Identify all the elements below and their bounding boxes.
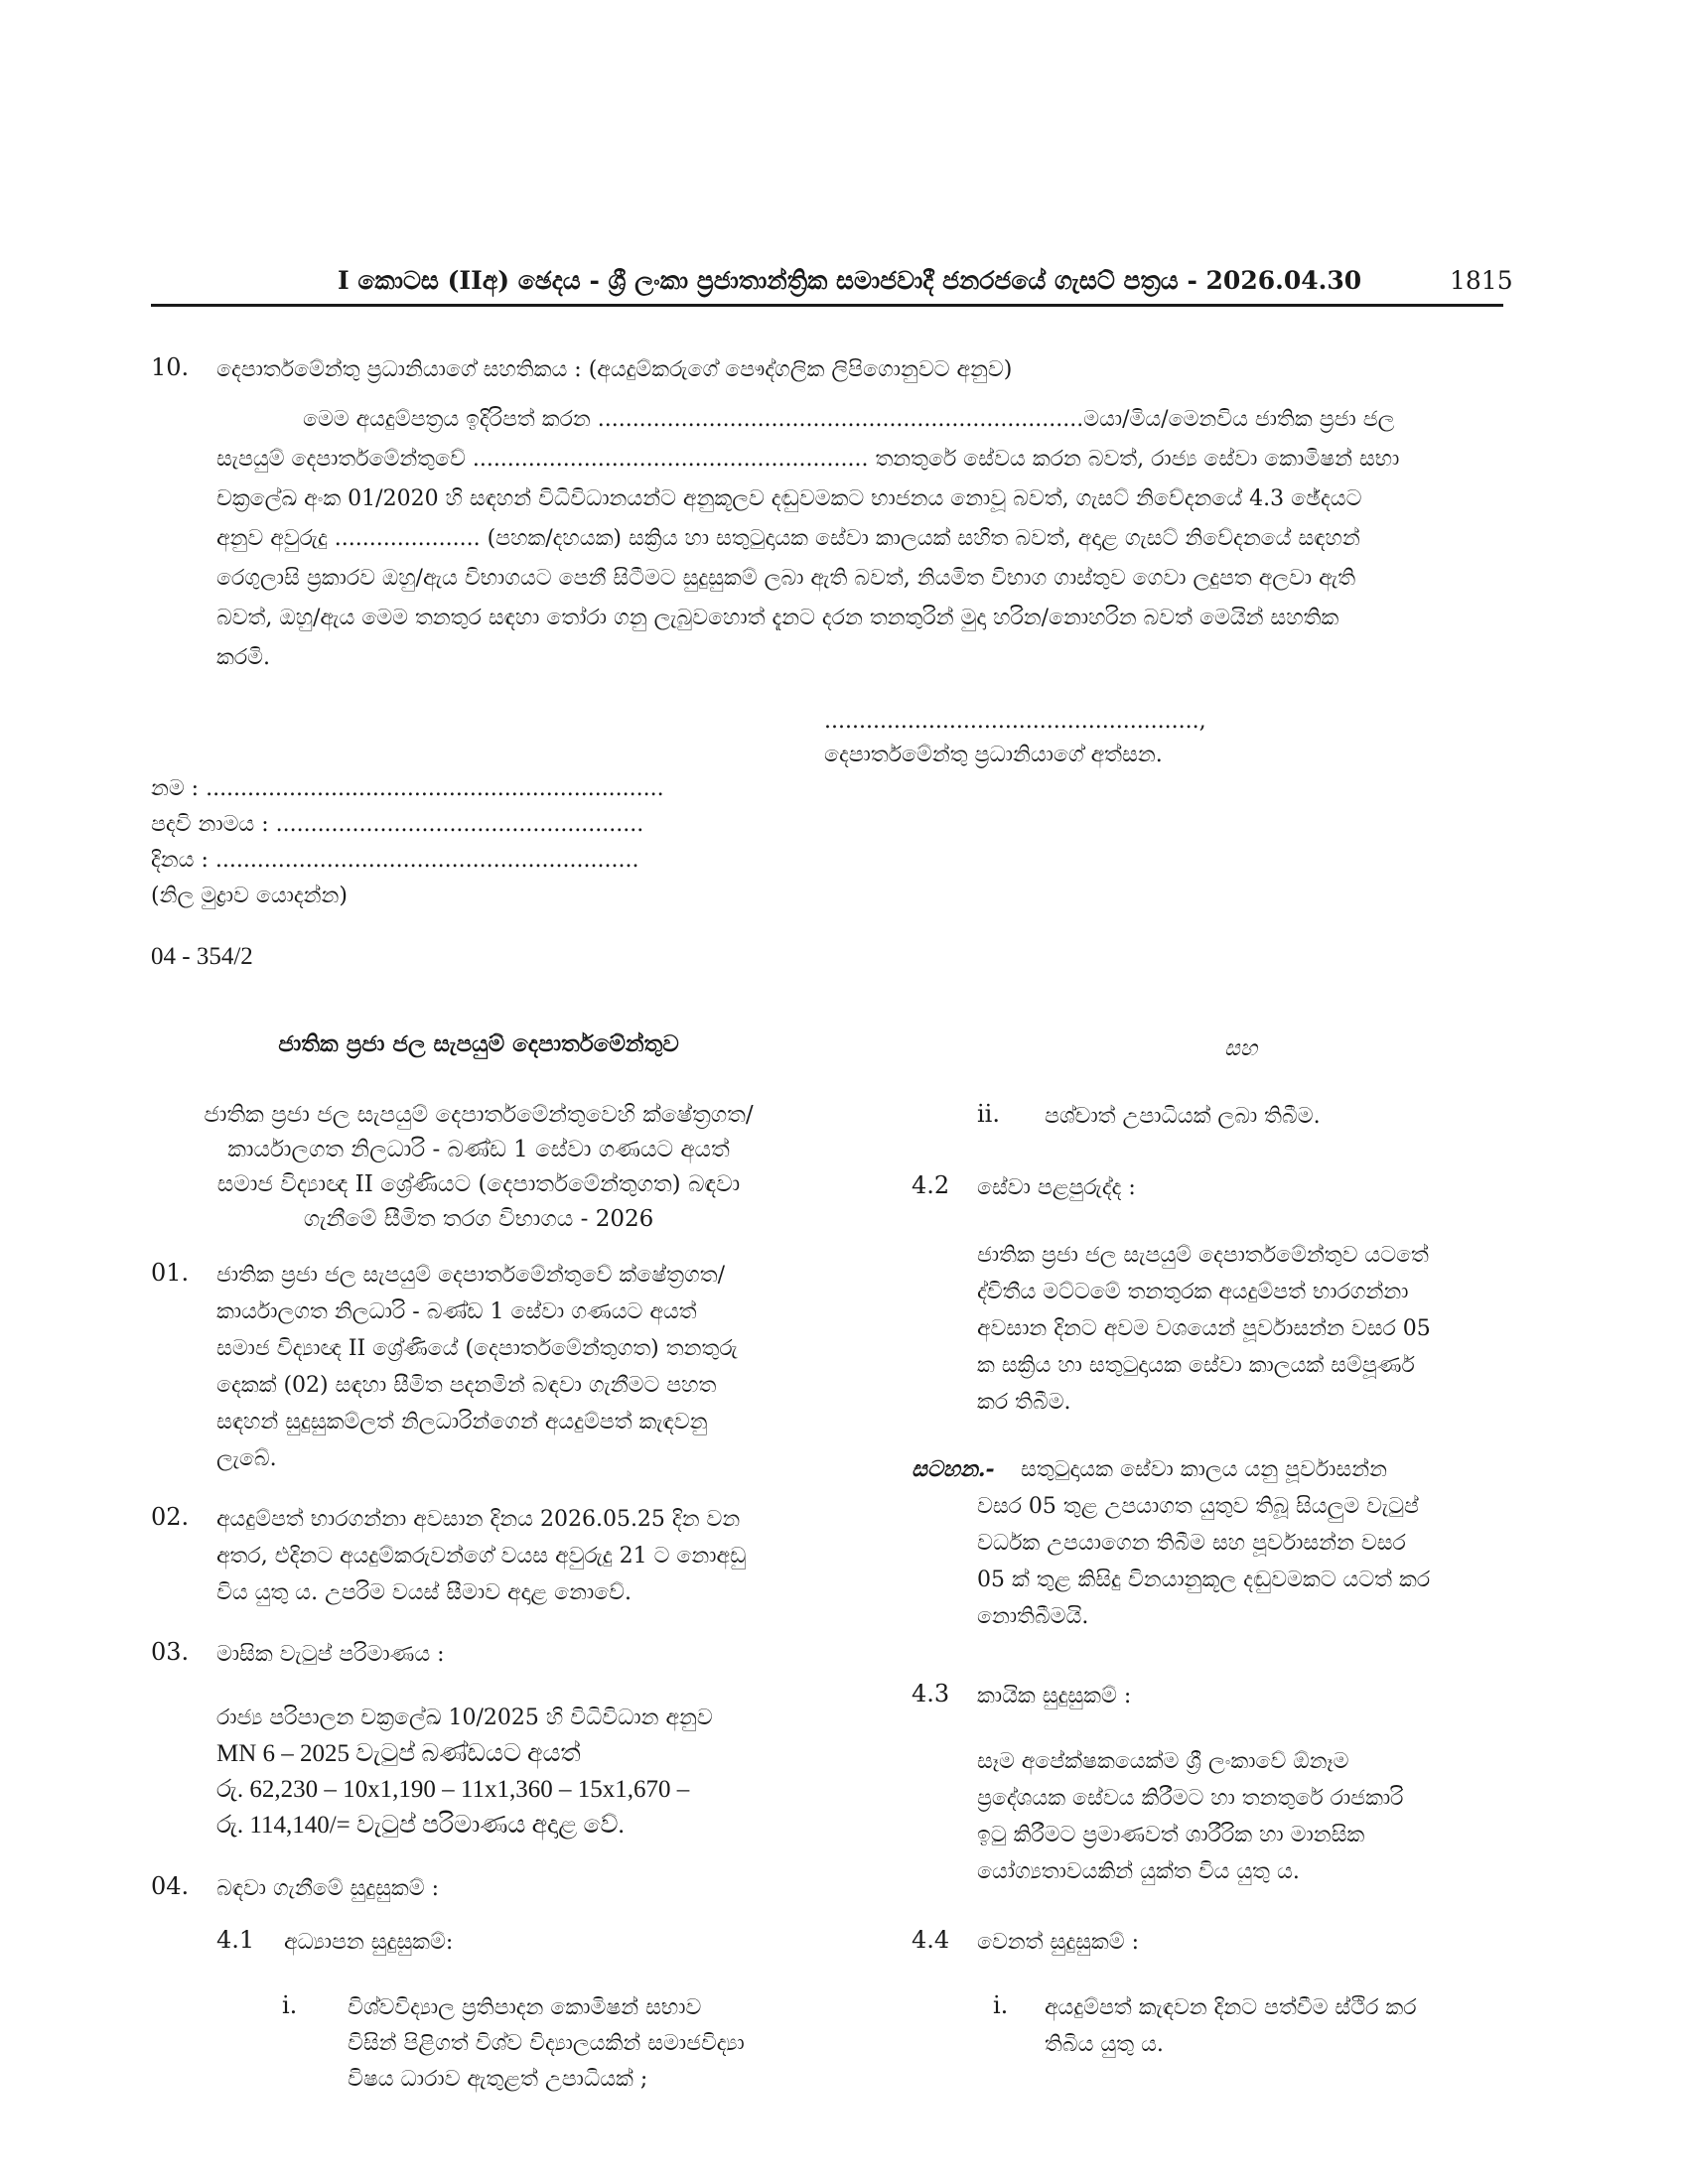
certificate-line: අනුව අවුරුදු ..................... (පහක/දහයක) සක්‍රිය හා සතුටුදායක සේවා කාලයක් සහිත බවත්, අදාළ ගැසට් නිවේදනයේ සඳහන් bbox=[216, 526, 1360, 551]
section-number-02: 02. bbox=[151, 1503, 190, 1531]
certificate-line: කරමි. bbox=[216, 645, 270, 670]
s01-line: ලැබේ. bbox=[216, 1446, 277, 1471]
s43-heading: කායික සුදුසුකම් : bbox=[977, 1684, 1132, 1708]
s41-item-i-line: විෂය ධාරාව ඇතුළත් උපාධියක් ; bbox=[348, 2067, 648, 2092]
s01-line: සඳහන් සුදුසුකම්ලත් නිලධාරින්ගෙන් අයදුම්පත් කැඳවනු bbox=[216, 1410, 708, 1434]
certificate-line: සැපයුම් දෙපාර්තමේන්තුවේ ......................................................... තනතුරේ සේවය කරන බවත්, රාජ්‍ය සේවා කොමිෂන් සභා bbox=[216, 447, 1400, 472]
s42-line: අවසාන දිනට අවම වශයෙන් පූර්වාසන්න වසර 05 bbox=[977, 1316, 1431, 1341]
s03-line: රු. 62,230 – 10x1,190 – 11x1,360 – 15x1,670 – bbox=[216, 1776, 690, 1803]
stamp-note: (නිල මුද්‍රාව යොදන්න) bbox=[151, 884, 348, 908]
note-line: වර්ධක උපයාගෙන තිබීම සහ පූර්වාසන්න වසර bbox=[977, 1531, 1406, 1556]
s41-item-i-line: විසින් පිළිගත් විශ්ව විද්‍යාලයකින් සමාජවිද්‍යා bbox=[348, 2031, 745, 2056]
s44-item-i-line: අයදුම්පත් කැඳවන දිනට පත්වීම ස්ථිර කර bbox=[1045, 1995, 1417, 2020]
note-label: සටහන.- bbox=[912, 1456, 995, 1482]
s02-line: අයදුම්පත් භාරගන්නා අවසාන දිනය 2026.05.25 දින වන bbox=[216, 1507, 741, 1532]
section-number-01: 01. bbox=[151, 1259, 190, 1287]
page-number: 1815 bbox=[1450, 266, 1513, 295]
s02-line: අතර, එදිනට අයදුම්කරුවන්ගේ වයස අවුරුදු 21 ට නොඅඩු bbox=[216, 1544, 747, 1569]
certificate-line: රෙගුලාසි ප්‍රකාරව ඔහු/ඇය විභාගයට පෙනී සිටීමට සුදුසුකම් ලබා ඇති බවත්, නියමිත විභාග ගාස්තුව ගෙවා ලදුපත අලවා ඇති bbox=[216, 566, 1356, 591]
and-connector: සහ bbox=[1224, 1036, 1258, 1061]
signature-label: දෙපාර්තමේන්තු ප්‍රධානියාගේ අත්සන. bbox=[824, 743, 1163, 767]
exam-title-line: කාර්යාලගත නිලධාරි - බණ්ඩ 1 සේවා ගණයට අයත් bbox=[227, 1137, 730, 1162]
s44-item-i-number: i. bbox=[993, 1991, 1009, 2019]
s03-heading: මාසික වැටුප් පරිමාණය : bbox=[216, 1642, 445, 1667]
item-ii-text: පශ්චාත් උපාධියක් ලබා තිබීම. bbox=[1045, 1104, 1321, 1129]
s03-line: රු. 114,140/= වැටුප් පරිමාණය අදාළ වේ. bbox=[216, 1812, 625, 1839]
date-field-line: දිනය : ............................................................. bbox=[151, 848, 639, 873]
section-number-4-3: 4.3 bbox=[912, 1680, 950, 1707]
exam-title-line: ගැනීමේ සීමිත තරග විභාගය - 2026 bbox=[303, 1206, 654, 1232]
s43-line: යෝග්‍යතාවයකින් යුක්ත විය යුතු ය. bbox=[977, 1859, 1300, 1884]
s01-line: කාර්යාලගත නිලධාරි - බණ්ඩ 1 සේවා ගණයට අයත් bbox=[216, 1299, 697, 1324]
s02-line: විය යුතු ය. උපරිම වයස් සීමාව අදාළ නොවේ. bbox=[216, 1580, 632, 1605]
certificate-heading: දෙපාර්තමේන්තු ප්‍රධානියාගේ සහතිකය : (අයදුම්කරුගේ පෞද්ගලික ලිපිගොනුවට අනුව) bbox=[216, 357, 1013, 382]
s41-heading: අධ්‍යාපන සුදුසුකම්: bbox=[284, 1930, 454, 1955]
section-number-4-2: 4.2 bbox=[912, 1171, 950, 1199]
section-number-4-4: 4.4 bbox=[912, 1926, 950, 1954]
section-number-03: 03. bbox=[151, 1638, 190, 1666]
section-number-10: 10. bbox=[151, 353, 190, 381]
note-first-line: සතුටුදායක සේවා කාලය යනු පූර්වාසන්න bbox=[1021, 1457, 1387, 1482]
s01-line: ජාතික ප්‍රජා ජල සැපයුම් දෙපාර්තමේන්තුවේ ක්ෂේත්‍රගත/ bbox=[216, 1263, 725, 1288]
s42-line: ජාතික ප්‍රජා ජල සැපයුම් දෙපාර්තමේන්තුව යටතේ bbox=[977, 1243, 1429, 1268]
s41-item-i-line: විශ්වවිද්‍යාල ප්‍රතිපාදන කොමිෂන් සභාව bbox=[348, 1995, 702, 2020]
exam-title-line: ජාතික ප්‍රජා ජල සැපයුම් දෙපාර්තමේන්තුවෙහි ක්ෂේත්‍රගත/ bbox=[204, 1102, 754, 1128]
designation-field-line: පදවි නාමය : ..................................................... bbox=[151, 812, 644, 837]
certificate-line: මෙම අයදුම්පත්‍රය ඉදිරිපත් කරන ......................................................................මයා/මිය/මෙනවිය ජාතික ප්‍රජා ජල bbox=[303, 407, 1395, 432]
s42-line: ද්විතීය මට්ටමේ තනතුරක අයදුම්පත් භාරගන්නා bbox=[977, 1280, 1409, 1304]
name-field-line: නම : .................................................................. bbox=[151, 776, 664, 801]
s44-heading: වෙනත් සුදුසුකම් : bbox=[977, 1930, 1140, 1955]
s03-line: MN 6 – 2025 වැටුප් බණ්ඩයට අයත් bbox=[216, 1740, 581, 1767]
s03-line: රාජ්‍ය පරිපාලන චක්‍රලේඛ 10/2025 හි විධිවිධාන අනුව bbox=[216, 1706, 713, 1730]
signature-dots: ......................................................, bbox=[824, 709, 1206, 734]
s44-item-i-line: තිබිය යුතු ය. bbox=[1045, 2032, 1164, 2057]
s01-line: දෙකක් (02) සඳහා සීමිත පදනමින් බඳවා ගැනීමට පහත bbox=[216, 1373, 717, 1398]
certificate-line: චක්‍රලේඛ අංක 01/2020 හි සඳහන් විධිවිධානයන්ට අනුකූලව දඬුවමකට භාජනය නොවූ බවත්, ගැසට් නිවේදනයේ 4.3 ඡේදයට bbox=[216, 486, 1362, 511]
gazette-header-title: I කොටස (IIඅ) ඡෙදය - ශ්‍රී ලංකා ප්‍රජාතාන්ත්‍රික සමාජවාදී ජනරජයේ ගැසට් පත්‍රය - 2026.04.30 bbox=[338, 266, 1362, 295]
note-line: නොතිබීමයි. bbox=[977, 1604, 1089, 1629]
exam-title-line: සමාජ විද්‍යාඥ II ශ්‍රේණියට (දෙපාර්තමේන්තුගත) බඳවා bbox=[216, 1171, 741, 1197]
reference-number: 04 - 354/2 bbox=[151, 943, 253, 970]
s43-line: සෑම අපේක්ෂකයෙක්ම ශ්‍රී ලංකාවේ ඕනෑම bbox=[977, 1749, 1349, 1774]
note-line: 05 ක් තුළ කිසිදු විනයානුකූල දඬුවමකට යටත් කර bbox=[977, 1568, 1431, 1592]
note-line: වසර 05 තුළ උපයාගත යුතුව තිබූ සියලුම වැටුප් bbox=[977, 1494, 1419, 1519]
s43-line: ප්‍රදේශයක සේවය කිරීමට හා තනතුරේ රාජකාරි bbox=[977, 1786, 1404, 1811]
certificate-line: බවත්, ඔහු/ඇය මෙම තනතුර සඳහා තෝරා ගනු ලැබුවහොත් දැනට දරන තනතුරින් මුදා හරින/නොහරින බවත් මෙයින් සහතික bbox=[216, 606, 1339, 630]
s04-heading: බඳවා ගැනීමේ සුදුසුකම් : bbox=[216, 1876, 440, 1901]
s41-item-i-number: i. bbox=[282, 1991, 298, 2019]
section-number-04: 04. bbox=[151, 1872, 190, 1900]
s42-line: ක සක්‍රිය හා සතුටුදායක සේවා කාලයක් සම්පූර්ණ bbox=[977, 1353, 1415, 1378]
s42-line: කර තිබීම. bbox=[977, 1390, 1071, 1415]
s01-line: සමාජ විද්‍යාඥ II ශ්‍රේණියේ (දෙපාර්තමේන්තුගත) තනතුරු bbox=[216, 1336, 738, 1361]
s42-heading: සේවා පළපුරුද්ද : bbox=[977, 1175, 1136, 1200]
item-ii-number: ii. bbox=[977, 1100, 1000, 1128]
s43-line: ඉටු කිරීමට ප්‍රමාණවත් ශාරීරික හා මානසික bbox=[977, 1823, 1365, 1847]
department-title: ජාතික ප්‍රජා ජල සැපයුම් දෙපාර්තමේන්තුව bbox=[278, 1030, 679, 1057]
header-rule bbox=[151, 304, 1503, 307]
section-number-4-1: 4.1 bbox=[216, 1926, 255, 1954]
